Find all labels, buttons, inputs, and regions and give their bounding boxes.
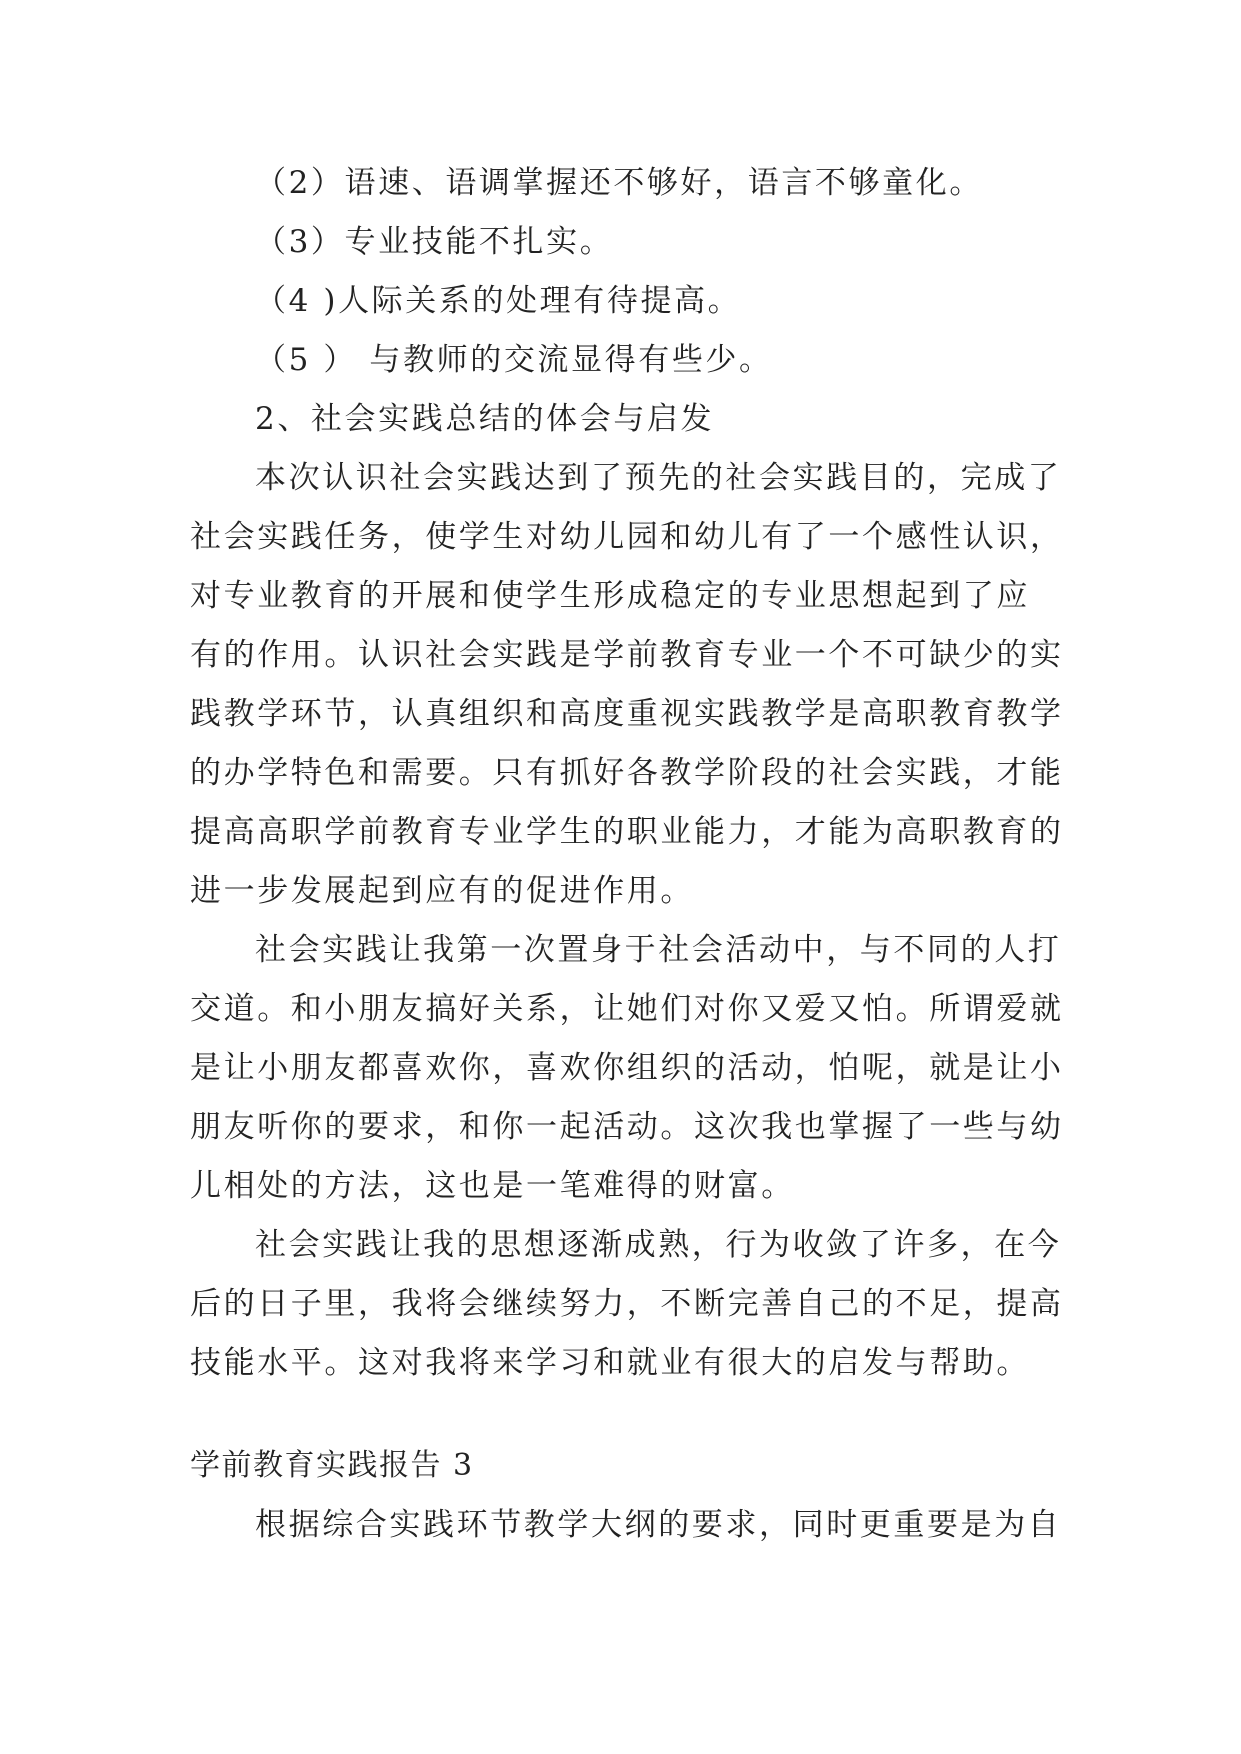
paragraph-line: 进一步发展起到应有的促进作用。 — [190, 873, 694, 909]
report-title: 学前教育实践报告 3 — [190, 1448, 474, 1483]
list-item: （2）语速、语调掌握还不够好，语言不够童化。 — [255, 165, 983, 201]
list-item: （5 ） 与教师的交流显得有些少。 — [255, 342, 773, 378]
paragraph-line: 的办学特色和需要。只有抓好各教学阶段的社会实践，才能 — [190, 755, 1064, 791]
paragraph-line: 社会实践任务，使学生对幼儿园和幼儿有了一个感性认识， — [190, 519, 1064, 555]
paragraph-line: 是让小朋友都喜欢你，喜欢你组织的活动，怕呢，就是让小 — [190, 1050, 1064, 1086]
list-item: （4 )人际关系的处理有待提高。 — [255, 283, 742, 319]
list-item: （3）专业技能不扎实。 — [255, 224, 614, 260]
paragraph-line: 提高高职学前教育专业学生的职业能力，才能为高职教育的 — [190, 814, 1064, 850]
section-heading: 2、社会实践总结的体会与启发 — [255, 401, 715, 437]
paragraph-line: 对专业教育的开展和使学生形成稳定的专业思想起到了应 — [190, 578, 1030, 614]
paragraph-line: 践教学环节，认真组织和高度重视实践教学是高职教育教学 — [190, 696, 1064, 732]
paragraph-line: 社会实践让我第一次置身于社会活动中，与不同的人打 — [255, 932, 1062, 968]
paragraph-line: 儿相处的方法，这也是一笔难得的财富。 — [190, 1168, 795, 1204]
paragraph-line: 技能水平。这对我将来学习和就业有很大的启发与帮助。 — [190, 1345, 1030, 1381]
paragraph-line: 后的日子里，我将会继续努力，不断完善自己的不足，提高 — [190, 1286, 1064, 1322]
paragraph-line: 朋友听你的要求，和你一起活动。这次我也掌握了一些与幼 — [190, 1109, 1064, 1145]
paragraph-line: 本次认识社会实践达到了预先的社会实践目的，完成了 — [255, 460, 1062, 496]
paragraph-line: 有的作用。认识社会实践是学前教育专业一个不可缺少的实 — [190, 637, 1064, 673]
paragraph-line: 交道。和小朋友搞好关系，让她们对你又爱又怕。所谓爱就 — [190, 991, 1064, 1027]
paragraph-line: 根据综合实践环节教学大纲的要求，同时更重要是为自 — [255, 1507, 1062, 1543]
paragraph-line: 社会实践让我的思想逐渐成熟，行为收敛了许多，在今 — [255, 1227, 1062, 1263]
